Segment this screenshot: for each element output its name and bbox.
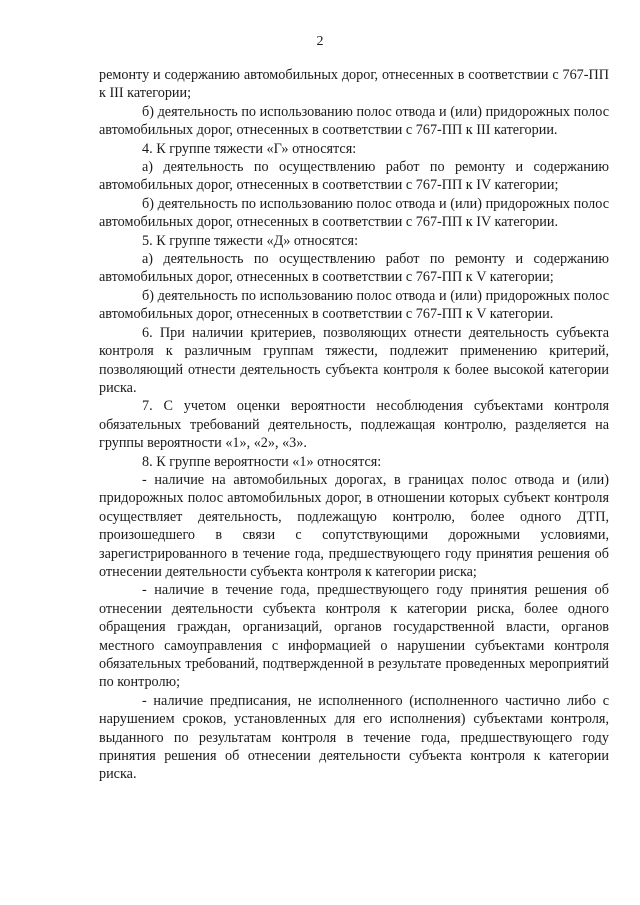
paragraph: 6. При наличии критериев, позволяющих отнести деятельность субъекта контроля к различным группам тяжести, подлежит применению критерий, позволяющий отнести деятельность субъекта контроля к более высокой категории риска. [99, 324, 609, 396]
paragraph: а) деятельность по осуществлению работ по ремонту и содержанию автомобильных дорог, отнесенных в соответствии с 767-ПП к V категории; [99, 251, 609, 286]
paragraph: а) деятельность по осуществлению работ по ремонту и содержанию автомобильных дорог, отнесенных в соответствии с 767-ПП к IV категории; [99, 159, 609, 194]
paragraph: 5. К группе тяжести «Д» относятся: [142, 232, 359, 249]
document-body [99, 66, 609, 784]
paragraph: - наличие на автомобильных дорогах, в границах полос отвода и (или) придорожных полос автомобильных дорог, в отношении которых субъект контроля осуществляет деятельность, подлежащую контролю, более одного ДТП, произошедшего в связи с сопутствующими дорожными условиями, зарегистрированного в течение года, предшествующего году принятия решения об отнесении деятельности субъекта контроля к категории риска; [99, 471, 609, 580]
paragraph: 8. К группе вероятности «1» относятся: [142, 453, 382, 470]
paragraph: б) деятельность по использованию полос отвода и (или) придорожных полос автомобильных дорог, отнесенных в соответствии с 767-ПП к III категории. [99, 103, 609, 139]
page-number: 2 [316, 34, 324, 49]
paragraph: б) деятельность по использованию полос отвода и (или) придорожных полос автомобильных дорог, отнесенных в соответствии с 767-ПП к IV категории. [99, 195, 609, 231]
paragraph: - наличие в течение года, предшествующего году принятия решения об отнесении деятельности субъекта контроля к категории риска, более одного обращения граждан, организаций, органов государственной власти, органов местного самоуправления с информацией о нарушении субъектами контроля обязательных требований, подтвержденной в результате проведенных мероприятий по контролю; [99, 582, 609, 691]
paragraph: ремонту и содержанию автомобильных дорог, отнесенных в соответствии с 767-ПП к III категории; [99, 67, 609, 102]
paragraph: 4. К группе тяжести «Г» относятся: [142, 140, 357, 157]
paragraph: б) деятельность по использованию полос отвода и (или) придорожных полос автомобильных дорог, отнесенных в соответствии с 767-ПП к V категории. [99, 287, 609, 323]
paragraph: 7. С учетом оценки вероятности несоблюдения субъектами контроля обязательных требований деятельность, подлежащая контролю, разделяется на группы вероятности «1», «2», «3». [99, 398, 609, 452]
paragraph: - наличие предписания, не исполненного (исполненного частично либо с нарушением сроков, установленных для его исполнения) субъектами контроля, выданного по результатам контроля в течение года, предшествующего году принятия решения об отнесении деятельности субъекта контроля к категории риска. [99, 692, 609, 783]
